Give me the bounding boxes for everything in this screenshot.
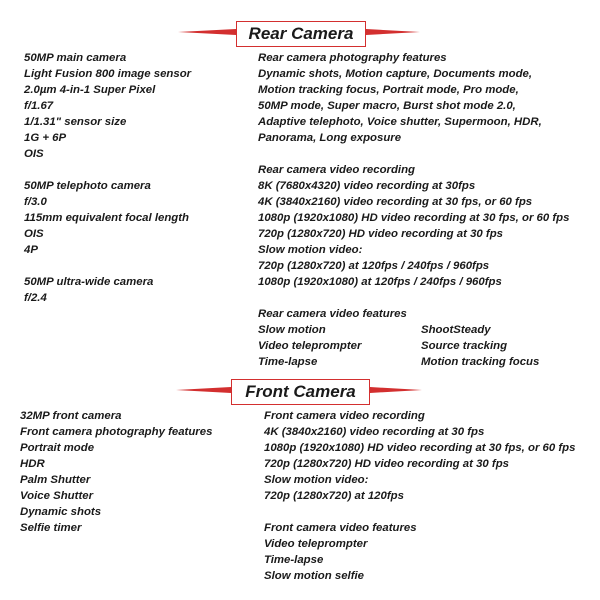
- spec-line: Adaptive telephoto, Voice shutter, Supermoon, HDR,: [258, 116, 542, 128]
- feature-item: Motion tracking focus: [421, 356, 540, 368]
- rear-left-column: [24, 50, 191, 306]
- front-camera-banner: [0, 374, 600, 404]
- spec-line: 1080p (1920x1080) HD video recording at 30 fps, or 60 fps: [258, 212, 570, 224]
- feature-item: Video teleprompter: [264, 538, 368, 550]
- spec-line: OIS: [24, 228, 44, 240]
- spec-line: 4P: [24, 244, 38, 256]
- spec-line: Slow motion video:: [258, 244, 363, 256]
- spec-line: 4K (3840x2160) video recording at 30 fps: [264, 426, 485, 438]
- spec-line: Motion tracking focus, Portrait mode, Pro mode,: [258, 84, 519, 96]
- spec-line: 1/1.31" sensor size: [24, 116, 127, 128]
- spec-line: 50MP main camera: [24, 52, 127, 64]
- front-video-heading: Front camera video recording: [264, 410, 425, 422]
- front-camera-title: Front Camera: [231, 379, 370, 405]
- rear-camera-title: Rear Camera: [236, 21, 366, 47]
- spec-line: Voice Shutter: [20, 490, 93, 502]
- spec-line: OIS: [24, 148, 44, 160]
- spec-line: Palm Shutter: [20, 474, 91, 486]
- front-features-heading: Front camera video features: [264, 522, 417, 534]
- spec-line: 32MP front camera: [20, 410, 122, 422]
- spec-line: HDR: [20, 458, 45, 470]
- feature-item: ShootSteady: [421, 324, 491, 336]
- spec-line: 50MP telephoto camera: [24, 180, 151, 192]
- spec-line: 8K (7680x4320) video recording at 30fps: [258, 180, 476, 192]
- spec-line: f/2.4: [24, 292, 47, 304]
- spec-line: Portrait mode: [20, 442, 95, 454]
- spec-line: 720p (1280x720) HD video recording at 30 fps: [264, 458, 509, 470]
- spec-line: 720p (1280x720) at 120fps: [264, 490, 404, 502]
- photo-features-heading: Rear camera photography features: [258, 52, 447, 64]
- rear-right-column: [258, 50, 569, 322]
- spec-line: 2.0µm 4-in-1 Super Pixel: [24, 84, 156, 96]
- spec-line: 50MP mode, Super macro, Burst shot mode 2.0,: [258, 100, 516, 112]
- spec-line: Light Fusion 800 image sensor: [24, 68, 192, 80]
- spec-line: 720p (1280x720) at 120fps / 240fps / 960fps: [258, 260, 490, 272]
- spec-line: 115mm equivalent focal length: [24, 212, 189, 224]
- spec-line: 1080p (1920x1080) HD video recording at 30 fps, or 60 fps: [264, 442, 576, 454]
- feature-item: Video teleprompter: [258, 340, 362, 352]
- spec-line: f/1.67: [24, 100, 54, 112]
- spec-line: 4K (3840x2160) video recording at 30 fps, or 60 fps: [258, 196, 533, 208]
- spec-line: Slow motion video:: [264, 474, 369, 486]
- spec-line: Panorama, Long exposure: [258, 132, 402, 144]
- feature-item: Time-lapse: [258, 356, 318, 368]
- spec-line: Selfie timer: [20, 522, 82, 534]
- feature-item: Slow motion selfie: [264, 570, 364, 582]
- spec-line: f/3.0: [24, 196, 47, 208]
- rear-features-col2: [421, 322, 539, 370]
- front-right-column: [264, 408, 575, 584]
- spec-line: 1G + 6P: [24, 132, 67, 144]
- spec-line: Dynamic shots, Motion capture, Documents mode,: [258, 68, 533, 80]
- spec-line: 720p (1280x720) HD video recording at 30 fps: [258, 228, 503, 240]
- front-left-column: [20, 408, 212, 536]
- feature-item: Time-lapse: [264, 554, 324, 566]
- rear-features-col1: [258, 322, 361, 370]
- feature-item: Source tracking: [421, 340, 508, 352]
- rear-camera-banner: [0, 16, 600, 46]
- video-features-heading: Rear camera video features: [258, 308, 407, 320]
- feature-item: Slow motion: [258, 324, 326, 336]
- video-recording-heading: Rear camera video recording: [258, 164, 416, 176]
- spec-line: Front camera photography features: [20, 426, 213, 438]
- spec-line: Dynamic shots: [20, 506, 102, 518]
- spec-line: 1080p (1920x1080) at 120fps / 240fps / 960fps: [258, 276, 502, 288]
- spec-line: 50MP ultra-wide camera: [24, 276, 154, 288]
